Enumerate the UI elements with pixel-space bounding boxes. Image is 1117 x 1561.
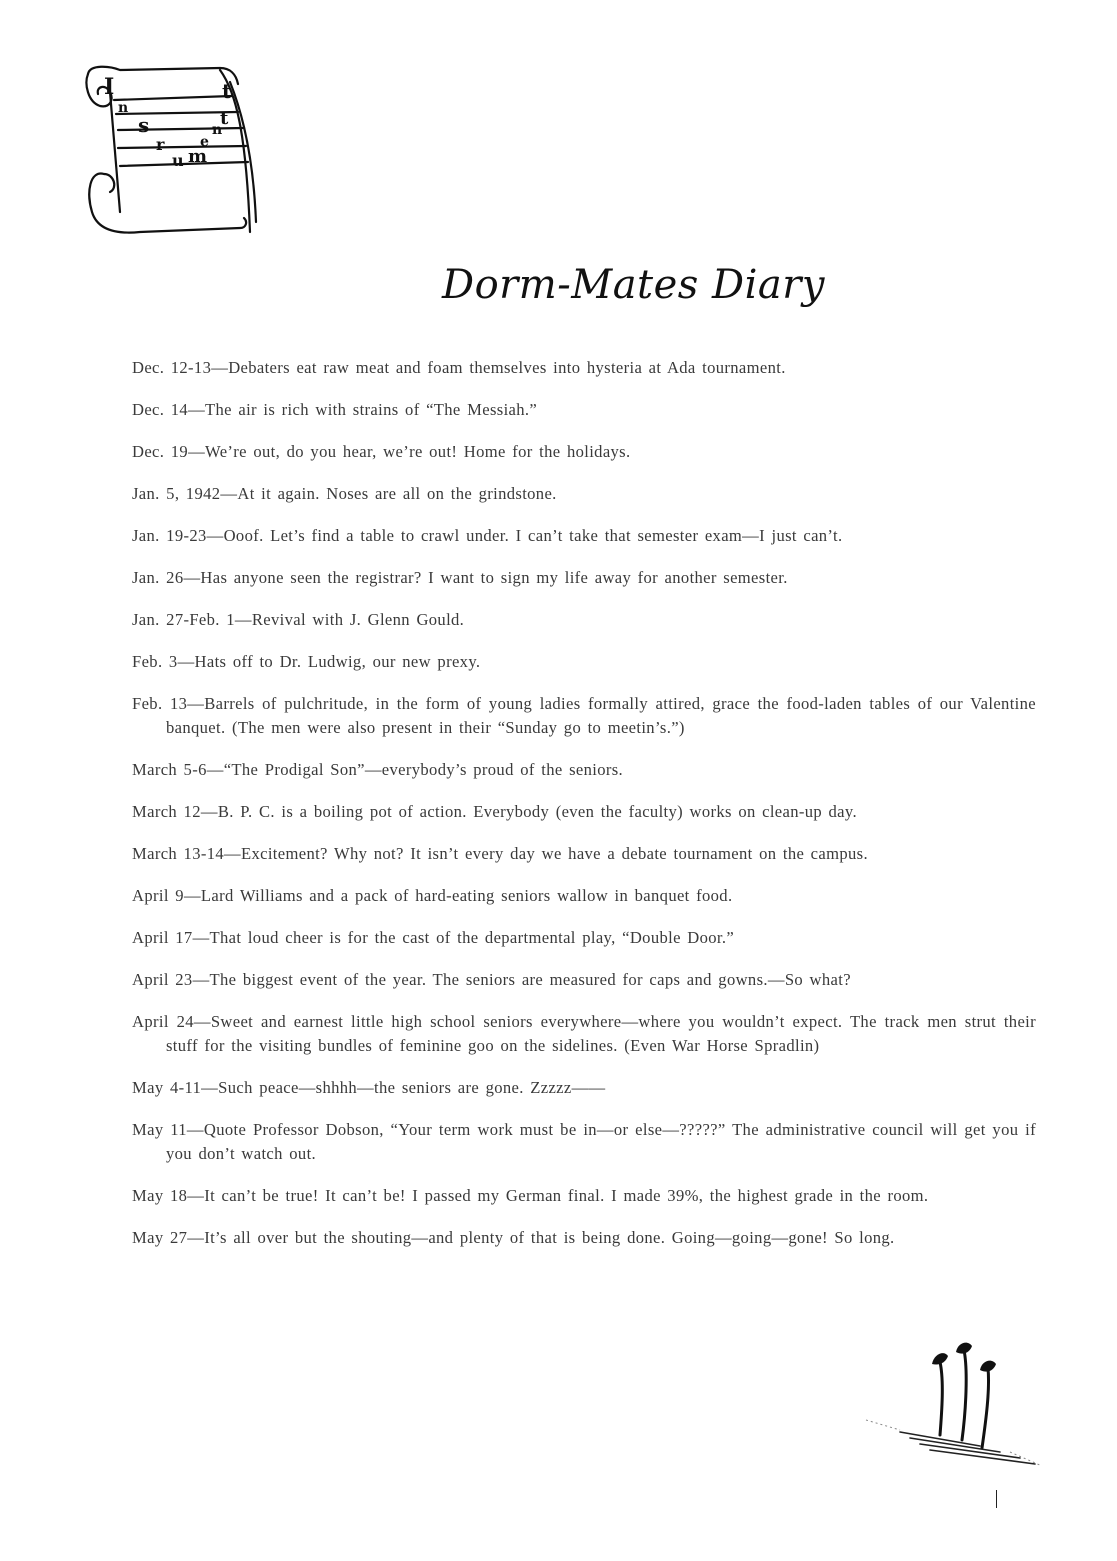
entry-separator: — [183, 568, 201, 587]
logo-letter-m: m [188, 146, 208, 167]
entry-separator: — [188, 400, 206, 419]
diary-entry [132, 482, 1036, 506]
entry-text: The air is rich with strains of “The Messiah.” [205, 400, 538, 419]
entry-text: B. P. C. is a boiling pot of action. Everybody (even the faculty) works on clean-up day. [217, 802, 857, 821]
entry-date: May 4-11 [132, 1078, 202, 1097]
entry-separator: — [201, 1078, 219, 1097]
entry-text: At it again. Noses are all on the grindstone. [237, 484, 557, 503]
diary-entry [132, 398, 1036, 422]
instrument-scroll-icon [80, 62, 265, 247]
diary-entry [132, 566, 1036, 590]
logo-letter-s: s [138, 113, 150, 137]
entry-text: It’s all over but the shouting—and plenty of that is being done. Going—going—gone! So long. [204, 1228, 895, 1247]
entry-text: Barrels of pulchritude, in the form of young ladies formally attired, grace the food-laden tables of our Valentine banquet. (The men were also present in their “Sunday go to meetin’s.”) [166, 694, 1036, 737]
entry-date: March 12 [132, 802, 201, 821]
entry-date: Dec. 19 [132, 442, 189, 461]
logo-letter-n2: n [212, 122, 223, 138]
entry-date: April 24 [132, 1012, 194, 1031]
entry-text: Quote Professor Dobson, “Your term work must be in—or else—?????” The administrative council will get you if you don’t watch out. [166, 1120, 1036, 1163]
logo-letter-e: e [200, 134, 209, 150]
entry-text: We’re out, do you hear, we’re out! Home for the holidays. [205, 442, 631, 461]
entry-separator: — [188, 442, 206, 461]
logo-letter-t2: t [222, 79, 232, 103]
diary-entry [132, 884, 1036, 908]
page-mark [996, 1490, 1001, 1508]
entry-date: Jan. 27-Feb. 1 [132, 610, 235, 629]
diary-list [132, 356, 1036, 1268]
entry-date: April 9 [132, 886, 184, 905]
entry-date: Jan. 5, 1942 [132, 484, 221, 503]
entry-date: Feb. 3 [132, 652, 178, 671]
entry-text: Hats off to Dr. Ludwig, our new prexy. [194, 652, 481, 671]
diary-entry [132, 440, 1036, 464]
entry-date: Jan. 19-23 [132, 526, 207, 545]
entry-separator: — [187, 1186, 205, 1205]
entry-date: Dec. 12-13 [132, 358, 212, 377]
entry-text: Debaters eat raw meat and foam themselves into hysteria at Ada tournament. [228, 358, 786, 377]
entry-separator: — [183, 886, 201, 905]
entry-date: May 11 [132, 1120, 187, 1139]
entry-separator: — [187, 1228, 205, 1247]
logo-letter-r: r [156, 135, 165, 154]
diary-entry [132, 1118, 1036, 1166]
entry-date: April 17 [132, 928, 193, 947]
entry-text: That loud cheer is for the cast of the departmental play, “Double Door.” [209, 928, 735, 947]
diary-entry [132, 1076, 1036, 1100]
entry-text: Has anyone seen the registrar? I want to sign my life away for another semester. [200, 568, 788, 587]
entry-text: Ooof. Let’s find a table to crawl under. I can’t take that semester exam—I just can’t. [223, 526, 843, 545]
diary-entry [132, 608, 1036, 632]
diary-entry [132, 1226, 1036, 1250]
logo-letter-n: n [118, 100, 129, 116]
entry-date: May 27 [132, 1228, 188, 1247]
entry-separator: — [206, 526, 224, 545]
entry-date: Dec. 14 [132, 400, 189, 419]
diary-entry [132, 842, 1036, 866]
entry-separator: — [206, 760, 224, 779]
musical-notes-icon [860, 1340, 1045, 1490]
diary-entry [132, 758, 1036, 782]
entry-date: March 5-6 [132, 760, 207, 779]
entry-separator: — [193, 1012, 211, 1031]
entry-text: Lard Williams and a pack of hard-eating seniors wallow in banquet food. [200, 886, 733, 905]
entry-text: Excitement? Why not? It isn’t every day we have a debate tournament on the campus. [240, 844, 868, 863]
entry-text: It can’t be true! It can’t be! I passed my German final. I made 39%, the highest grade in the room. [204, 1186, 929, 1205]
diary-entry [132, 524, 1036, 548]
diary-entry [132, 1010, 1036, 1058]
entry-separator: — [177, 652, 195, 671]
entry-date: March 13-14 [132, 844, 225, 863]
entry-date: Jan. 26 [132, 568, 184, 587]
diary-entry [132, 926, 1036, 950]
entry-text: “The Prodigal Son”—everybody’s proud of the seniors. [223, 760, 624, 779]
entry-text: Such peace—shhhh—the seniors are gone. Zzzzz—— [218, 1078, 606, 1097]
entry-separator: — [192, 970, 210, 989]
entry-separator: — [186, 1120, 204, 1139]
entry-separator: — [192, 928, 210, 947]
diary-entry [132, 650, 1036, 674]
diary-entry [132, 800, 1036, 824]
entry-date: April 23 [132, 970, 193, 989]
entry-separator: — [220, 484, 238, 503]
logo-letter-i: I [104, 74, 115, 100]
entry-separator: — [187, 694, 205, 713]
entry-text: Sweet and earnest little high school seniors everywhere—where you wouldn’t expect. The track men strut their stuff for the visiting bundles of feminine goo on the sidelines. (Even War Horse Spradlin) [166, 1012, 1036, 1055]
entry-separator: — [211, 358, 229, 377]
entry-separator: — [224, 844, 241, 863]
entry-separator: — [200, 802, 218, 821]
entry-date: Feb. 13 [132, 694, 188, 713]
logo-letter-t: t [220, 108, 229, 129]
entry-separator: — [234, 610, 252, 629]
entry-text: The biggest event of the year. The seniors are measured for caps and gowns.—So what? [209, 970, 851, 989]
logo-letter-u: u [172, 151, 184, 170]
diary-entry [132, 968, 1036, 992]
diary-entry [132, 692, 1036, 740]
entry-date: May 18 [132, 1186, 188, 1205]
entry-text: Revival with J. Glenn Gould. [251, 610, 465, 629]
page-title: Dorm-Mates Diary [442, 262, 825, 308]
diary-entry [132, 1184, 1036, 1208]
diary-entry [132, 356, 1036, 380]
